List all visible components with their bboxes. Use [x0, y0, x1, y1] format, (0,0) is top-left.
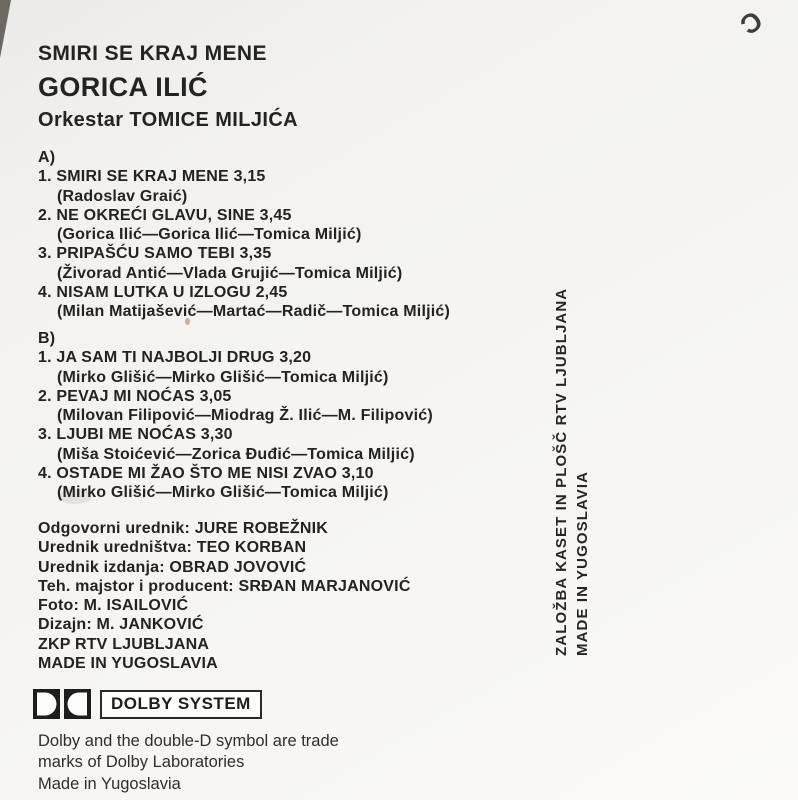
track-composers: (Gorica Ilić—Gorica Ilić—Tomica Miljić) [57, 226, 362, 244]
dolby-double-d-icon [33, 689, 91, 719]
credit-line-label: ZKP RTV LJUBLJANA [38, 635, 210, 653]
credit-line-editorial-editor: Urednik uredništva: TEO KORBAN [38, 539, 307, 557]
track-composers: (Mirko Glišić—Mirko Glišić—Tomica Miljić) [57, 484, 389, 502]
artist-name: GORICA ILIĆ [38, 72, 208, 102]
track-row [38, 425, 433, 464]
track-title: JA SAM TI NAJBOLJI DRUG [56, 349, 275, 367]
notice-line-1: Dolby and the double-D symbol are trade [38, 732, 339, 750]
production-credits [38, 519, 411, 673]
dolby-system-badge: DOLBY SYSTEM [100, 690, 262, 719]
credit-line-design: Dizajn: M. JANKOVIĆ [38, 616, 204, 634]
dolby-logo-row [33, 689, 262, 719]
track-row [38, 348, 433, 387]
track-composers: (Milan Matijašević—Martać—Radič—Tomica Miljić) [57, 303, 451, 321]
track-title-line [38, 387, 433, 406]
orchestra-credit: Orkestar TOMICE MILJIĆA [38, 109, 299, 131]
track-title: OSTADE MI ŽAO ŠTO ME NISI ZVAO [56, 465, 338, 483]
notice-made-in: Made in Yugoslavia [38, 775, 181, 793]
credit-line-release-editor: Urednik izdanja: OBRAD JOVOVIĆ [38, 558, 307, 576]
track-row [38, 464, 433, 503]
track-row [38, 244, 450, 283]
notice-line-2: marks of Dolby Laboratories [38, 753, 245, 771]
track-duration: 3,15 [233, 168, 266, 186]
track-title-line [38, 464, 433, 483]
track-title: PRIPAŠĆU SAMO TEBI [56, 245, 235, 263]
track-number: 2. [38, 206, 52, 224]
side-b-label: B) [38, 330, 56, 347]
track-title: LJUBI ME NOĆAS [56, 426, 197, 444]
track-number: 1. [38, 168, 52, 186]
track-row [38, 167, 450, 206]
track-composers: (Miša Stoićević—Zorica Đuđić—Tomica Miljić) [57, 445, 415, 463]
track-row [38, 206, 450, 245]
track-number: 1. [38, 349, 52, 367]
track-title: NISAM LUTKA U IZLOGU [56, 284, 251, 302]
track-row [38, 387, 433, 426]
track-title-line [38, 206, 450, 225]
track-duration: 3,05 [199, 387, 232, 405]
track-title: NE OKREĆI GLAVU, SINE [56, 206, 255, 224]
track-number: 3. [38, 245, 52, 263]
paper-corner-shadow [0, 0, 11, 58]
spine-publisher-line: ZALOŽBA KASET IN PLOŠČ RTV LJUBLJANA [553, 287, 570, 656]
album-title: SMIRI SE KRAJ MENE [38, 42, 267, 65]
track-number: 4. [38, 284, 52, 302]
credit-line-producer: Teh. majstor i producent: SRĐAN MARJANOVIĆ [38, 577, 411, 595]
side-a-label: A) [38, 149, 56, 166]
track-title-line [38, 425, 433, 444]
track-title-line [38, 244, 450, 263]
tracklist-side-a [38, 148, 450, 322]
dolby-trademark-notice [38, 731, 339, 795]
track-composers: (Radoslav Graić) [57, 187, 188, 205]
track-duration: 3,45 [259, 206, 292, 224]
track-row [38, 283, 450, 322]
track-composers: (Mirko Glišić—Mirko Glišić—Tomica Miljić) [57, 368, 389, 386]
track-title-line [38, 167, 450, 186]
credit-line-made-in: MADE IN YUGOSLAVIA [38, 655, 218, 673]
track-number: 2. [38, 387, 52, 405]
credit-line-responsible-editor: Odgovorni urednik: JURE ROBEŽNIK [38, 520, 328, 537]
track-title: PEVAJ MI NOĆAS [56, 387, 195, 405]
track-number: 3. [38, 426, 52, 444]
spine-made-in-line: MADE IN YUGOSLAVIA [574, 470, 591, 656]
title-block [38, 42, 298, 132]
track-duration: 3,10 [341, 465, 374, 483]
tracklist-side-b [38, 329, 433, 503]
track-duration: 3,35 [239, 245, 272, 263]
spine-vertical-text [551, 264, 593, 656]
track-composers: (Milovan Filipović—Miodrag Ž. Ilić—M. Filipović) [57, 407, 433, 425]
track-number: 4. [38, 465, 52, 483]
track-duration: 3,30 [200, 426, 233, 444]
track-composers: (Živorad Antić—Vlada Grujić—Tomica Miljić) [57, 264, 403, 282]
printed-corner-mark: Ɔ [734, 5, 769, 41]
track-title-line [38, 348, 433, 367]
track-title: SMIRI SE KRAJ MENE [56, 168, 229, 186]
track-duration: 3,20 [279, 349, 312, 367]
track-duration: 2,45 [255, 284, 288, 302]
credit-line-photo: Foto: M. ISAILOVIĆ [38, 597, 189, 615]
track-title-line [38, 283, 450, 302]
